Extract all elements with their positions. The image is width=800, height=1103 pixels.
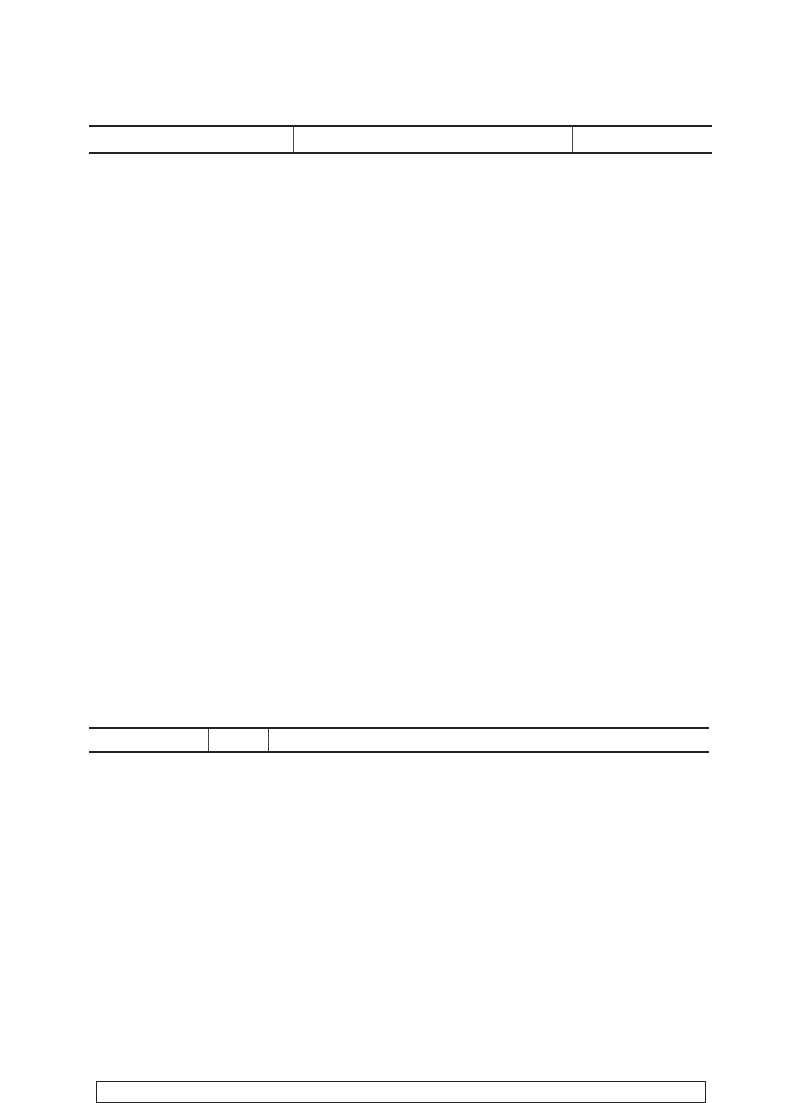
table3-col-param [89,728,208,752]
table3-col-level [268,728,709,752]
paragraph-3-7 [89,557,709,577]
table2-col-category [89,126,294,153]
table2-environment-condition-levels [89,125,712,154]
table2-caption [0,104,800,119]
table3-caption [0,705,800,720]
table3-mechanical-condition-levels [89,727,709,753]
table2-col-protected [294,126,573,153]
bottom-frame [96,1081,706,1103]
table2-col-unprotected [573,126,713,153]
table3-col-unit [208,728,268,752]
paragraph-3-8 [89,619,709,639]
paragraph-3-9 [89,683,709,703]
